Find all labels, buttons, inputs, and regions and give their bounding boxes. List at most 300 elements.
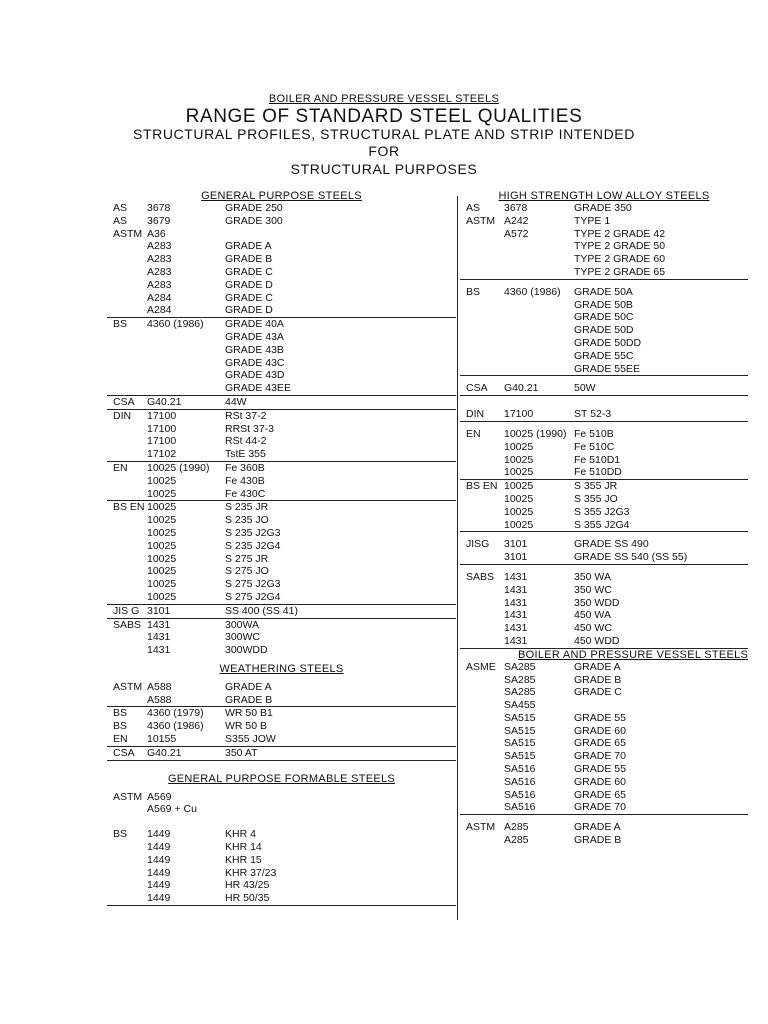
table-row — [107, 605, 456, 618]
formable-title: GENERAL PURPOSE FORMABLE STEELS — [167, 772, 396, 785]
standard-body — [107, 803, 147, 816]
hsla-title: HIGH STRENGTH LOW ALLOY STEELS — [498, 190, 710, 202]
standard-number: SA515 — [504, 711, 536, 724]
standard-number: 17100 — [504, 408, 534, 421]
steel-grade: GRADE C — [225, 265, 273, 278]
steel-grade: Fe 510C — [574, 440, 615, 453]
standard-body: BS EN — [466, 480, 498, 493]
standard-number: 1431 — [147, 644, 171, 657]
table-row — [107, 382, 456, 395]
table-row — [107, 591, 456, 604]
standard-number: 10025 — [147, 539, 177, 552]
steel-grade: 350 WA — [574, 570, 611, 583]
standard-number: A285 — [504, 834, 529, 847]
left-column — [107, 190, 456, 906]
steel-grade: RSt 44-2 — [225, 435, 267, 448]
table-row — [460, 506, 748, 519]
table-row — [460, 834, 748, 847]
standard-body: BS — [466, 285, 481, 298]
standard-body — [460, 466, 504, 479]
right-bs-en-section — [460, 479, 748, 531]
steel-grade: 300WA — [225, 618, 260, 631]
table-row — [460, 493, 748, 506]
standard-number — [504, 253, 574, 266]
standard-body: EN — [113, 461, 128, 474]
standard-body — [460, 609, 504, 622]
steel-grade: RRSt 37-3 — [225, 422, 275, 435]
standard-number: 10025 — [147, 526, 177, 539]
standard-number: 1449 — [147, 879, 171, 892]
table-row — [107, 331, 456, 344]
standard-number: 17100 — [147, 409, 177, 422]
standard-body — [460, 674, 504, 687]
standard-body — [107, 292, 147, 305]
standard-body — [460, 737, 504, 750]
table-row — [107, 803, 456, 816]
steel-grade: GRADE 55 — [574, 711, 626, 724]
steel-grade: GRADE 65 — [574, 737, 626, 750]
standard-number: 1431 — [147, 618, 171, 631]
right-en-section — [460, 428, 748, 479]
en-section — [107, 461, 456, 500]
steel-grade: GRADE 50B — [574, 298, 633, 311]
standard-body — [107, 879, 147, 892]
steel-grade: GRADE C — [225, 291, 273, 304]
table-row — [460, 363, 748, 376]
weathering-astm-section — [107, 681, 456, 707]
standard-number: 10025 — [147, 590, 177, 603]
standard-body: ASTM — [113, 790, 143, 803]
weathering-csa-section — [107, 746, 456, 760]
standard-number: G40.21 — [504, 382, 539, 395]
table-row — [107, 619, 456, 632]
steel-grade: GRADE 60 — [574, 775, 626, 788]
steel-grade: GRADE B — [574, 673, 622, 686]
standard-number: 1431 — [147, 631, 171, 644]
standard-body — [107, 240, 147, 253]
standard-body — [460, 506, 504, 519]
standard-number: 10025 — [504, 440, 534, 453]
steel-grade: S 275 JR — [225, 552, 269, 565]
steel-grade — [225, 791, 456, 804]
table-row — [107, 631, 456, 644]
table-row — [460, 821, 748, 834]
standard-body — [460, 240, 504, 253]
steel-grade: 450 WDD — [574, 634, 620, 647]
standard-number: 3678 — [504, 202, 528, 214]
standard-body — [107, 253, 147, 266]
standard-body — [460, 311, 504, 324]
steel-grade: S 235 J2G3 — [225, 526, 281, 539]
steel-grade: GRADE SS 540 (SS 55) — [574, 551, 688, 564]
table-row — [460, 215, 748, 228]
standard-number: SA516 — [504, 801, 536, 814]
standard-body — [107, 694, 147, 707]
standard-number: A588 — [147, 693, 172, 706]
steel-grade: GRADE D — [225, 278, 273, 291]
standard-number: A588 — [147, 680, 172, 693]
standard-number: 1431 — [504, 634, 528, 647]
table-row — [107, 540, 456, 553]
table-row — [107, 279, 456, 292]
standard-body — [107, 867, 147, 880]
right-csa-section — [460, 382, 748, 395]
table-row — [460, 789, 748, 802]
steel-grade: RSt 37-2 — [225, 409, 267, 422]
standard-body — [460, 266, 504, 279]
csa-section — [107, 395, 456, 409]
table-row — [460, 674, 748, 687]
standard-number: 10025 — [504, 466, 534, 479]
steel-grade: GRADE 55EE — [574, 362, 640, 375]
standard-number: SA515 — [504, 750, 536, 763]
steel-grade: GRADE B — [574, 834, 622, 847]
standard-body: DIN — [466, 408, 485, 421]
table-row — [107, 720, 456, 733]
standard-number — [504, 337, 574, 350]
standard-number: 1449 — [147, 828, 171, 841]
standard-number: 4360 (1979) — [147, 707, 204, 720]
standard-number: 1431 — [504, 570, 528, 583]
standard-body — [460, 350, 504, 363]
steel-grade: S 355 JO — [574, 492, 618, 505]
standard-number: SA515 — [504, 724, 536, 737]
steel-grade: Fe 510D1 — [574, 453, 621, 466]
steel-grade: GRADE B — [225, 253, 273, 266]
standard-number: A285 — [504, 821, 529, 834]
standard-number: 1431 — [504, 609, 528, 622]
steel-grade: 300WC — [225, 631, 261, 644]
standard-body — [460, 551, 504, 564]
standard-number: 1431 — [504, 622, 528, 635]
standard-body — [460, 454, 504, 467]
standard-body — [460, 441, 504, 454]
standard-number: 3101 — [504, 551, 528, 564]
steel-grade: GRADE SS 490 — [574, 538, 649, 551]
standard-number: 4360 (1986) — [147, 720, 204, 733]
table-row — [460, 266, 748, 279]
standard-body — [460, 834, 504, 847]
steel-grade: ST 52-3 — [574, 408, 612, 421]
table-row — [460, 202, 748, 215]
standard-body — [460, 801, 504, 814]
table-row — [107, 462, 456, 475]
standard-body — [460, 750, 504, 763]
standard-body — [460, 699, 504, 712]
table-row — [107, 791, 456, 804]
steel-grade: S 275 J2G3 — [225, 578, 281, 591]
standard-number: 10025 (1990) — [147, 461, 210, 474]
weathering-title: WEATHERING STEELS — [219, 662, 344, 675]
steel-grade: GRADE 60 — [574, 724, 626, 737]
steel-grade: WR 50 B1 — [225, 707, 273, 720]
standard-body: ASTM — [113, 680, 143, 693]
steel-grade: GRADE A — [225, 240, 272, 253]
right-astm-section — [460, 821, 748, 847]
steel-grade: KHR 14 — [225, 841, 262, 854]
standard-body — [107, 514, 147, 527]
table-row — [107, 867, 456, 880]
standard-body — [460, 299, 504, 312]
table-row — [460, 299, 748, 312]
boiler-section — [460, 661, 748, 815]
table-row — [107, 828, 456, 841]
standard-body — [107, 591, 147, 604]
steel-grade: TYPE 2 GRADE 65 — [574, 265, 666, 278]
steel-grade — [225, 228, 456, 241]
table-row — [107, 644, 456, 657]
table-row — [107, 318, 456, 331]
steel-grade: S 235 J2G4 — [225, 539, 281, 552]
steel-grade — [225, 803, 456, 816]
standard-body — [460, 635, 504, 648]
table-row — [107, 448, 456, 461]
bs-en-section — [107, 500, 456, 603]
table-row — [460, 622, 748, 635]
standard-number: 10155 — [147, 733, 177, 746]
table-row — [460, 337, 748, 350]
table-row — [460, 454, 748, 467]
table-row — [107, 423, 456, 436]
sabs-section — [107, 618, 456, 657]
standard-body — [460, 622, 504, 635]
table-row — [460, 466, 748, 479]
table-row — [107, 879, 456, 892]
standard-body — [107, 357, 147, 370]
table-row — [107, 253, 456, 266]
table-row — [460, 737, 748, 750]
table-row — [460, 240, 748, 253]
din-section — [107, 409, 456, 461]
table-row — [107, 475, 456, 488]
standard-body: DIN — [113, 409, 132, 422]
standard-body: EN — [113, 733, 128, 746]
table-row — [460, 228, 748, 241]
table-row — [460, 801, 748, 814]
standard-number — [504, 324, 574, 337]
table-row — [460, 519, 748, 532]
steel-grade: TYPE 1 — [574, 214, 611, 227]
weathering-bs-section — [107, 706, 456, 745]
standard-body — [107, 892, 147, 905]
table-row — [107, 841, 456, 854]
standard-body: SABS — [113, 618, 142, 631]
standard-number: SA516 — [504, 763, 536, 776]
steel-grade: S 235 JR — [225, 501, 269, 514]
steel-grade: GRADE 50A — [574, 285, 633, 298]
steel-grade: GRADE A — [225, 680, 272, 693]
steel-grade: GRADE 50C — [574, 311, 634, 324]
steel-grade: GRADE B — [225, 693, 273, 706]
standard-body — [107, 578, 147, 591]
standard-body — [460, 324, 504, 337]
table-row — [107, 747, 456, 760]
standard-body — [107, 565, 147, 578]
bs-section — [107, 317, 456, 395]
standard-body — [460, 686, 504, 699]
steel-grade: GRADE 43D — [225, 369, 285, 382]
standard-body: JIS G — [113, 604, 140, 617]
steel-grade: WR 50 B — [225, 720, 268, 733]
standard-body — [107, 540, 147, 553]
steel-grade: GRADE 250 — [225, 202, 283, 214]
standard-body — [107, 448, 147, 461]
table-row — [107, 202, 456, 215]
standard-body — [107, 279, 147, 292]
steel-grade: Fe 510B — [574, 427, 614, 440]
standard-number: 1431 — [504, 583, 528, 596]
standard-number: A283 — [147, 253, 172, 266]
subtitle-line-3: STRUCTURAL PURPOSES — [290, 161, 478, 177]
standard-number: 3101 — [147, 604, 171, 617]
steel-grade: S 355 JR — [574, 480, 618, 493]
table-row — [460, 661, 748, 674]
table-row — [107, 304, 456, 317]
steel-grade: KHR 37/23 — [225, 866, 277, 879]
table-row — [460, 441, 748, 454]
standard-body — [107, 475, 147, 488]
standard-body — [107, 304, 147, 317]
right-sabs-section — [460, 571, 748, 648]
steel-grade: S 275 JO — [225, 565, 269, 578]
standard-number: 3101 — [504, 538, 528, 551]
standard-body — [107, 435, 147, 448]
table-row — [460, 551, 748, 564]
standard-body: CSA — [113, 746, 135, 759]
table-row — [460, 776, 748, 789]
standard-number — [504, 311, 574, 324]
standard-body — [107, 488, 147, 501]
standard-number: SA515 — [504, 737, 536, 750]
standard-number: SA285 — [504, 686, 536, 699]
right-column — [460, 190, 748, 847]
table-row — [107, 501, 456, 514]
table-row — [460, 597, 748, 610]
standard-body: SABS — [466, 570, 495, 583]
standard-number: A284 — [147, 291, 172, 304]
steel-grade: GRADE 350 — [574, 202, 632, 214]
steel-grade: GRADE 55C — [574, 349, 634, 362]
table-row — [107, 681, 456, 694]
standard-body: AS — [113, 202, 128, 214]
standard-body — [107, 644, 147, 657]
standard-number: 10025 — [147, 487, 177, 500]
steel-grade: GRADE 43B — [225, 343, 284, 356]
steel-grade: S 275 J2G4 — [225, 590, 281, 603]
standard-body: ASTM — [466, 821, 496, 834]
steel-grade: S 355 J2G3 — [574, 505, 630, 518]
subtitle-line-2: FOR — [368, 143, 400, 159]
steel-grade: GRADE 65 — [574, 788, 626, 801]
steel-grade: 350 AT — [225, 746, 258, 759]
steel-grade: TYPE 2 GRADE 50 — [574, 240, 666, 253]
steel-grade: GRADE 300 — [225, 214, 283, 227]
standard-body: ASTM — [466, 214, 496, 227]
steel-grade: 350 WC — [574, 583, 612, 596]
standard-number: 1449 — [147, 853, 171, 866]
steel-grade: 450 WC — [574, 622, 612, 635]
right-din-section — [460, 408, 748, 421]
table-row — [107, 694, 456, 707]
table-row — [107, 396, 456, 409]
right-bs-section — [460, 286, 748, 376]
standard-body — [460, 228, 504, 241]
table-row — [460, 350, 748, 363]
standard-body — [460, 363, 504, 376]
standard-number: 3679 — [147, 214, 171, 227]
standard-number: 10025 — [147, 474, 177, 487]
jis-g-section — [107, 604, 456, 618]
standard-number: SA285 — [504, 660, 536, 673]
steel-grade: GRADE 55 — [574, 763, 626, 776]
standard-body — [107, 423, 147, 436]
steel-grade: GRADE A — [574, 821, 621, 834]
standard-number: SA516 — [504, 775, 536, 788]
steel-grade: GRADE 50D — [574, 324, 634, 337]
standard-number: 10025 (1990) — [504, 427, 567, 440]
standard-number: 3678 — [147, 202, 171, 214]
table-row — [107, 215, 456, 228]
standard-number: 10025 — [147, 578, 177, 591]
steel-grade: 44W — [225, 395, 247, 408]
standard-number: 1449 — [147, 866, 171, 879]
table-row — [460, 538, 748, 551]
table-row — [107, 892, 456, 905]
standard-body — [460, 776, 504, 789]
standard-number — [504, 240, 574, 253]
steel-grade: S 355 J2G4 — [574, 518, 630, 531]
standard-body: CSA — [466, 382, 488, 395]
table-row — [460, 324, 748, 337]
steel-grade: GRADE 70 — [574, 801, 626, 814]
standard-number: 4360 (1986) — [504, 285, 561, 298]
table-row — [107, 292, 456, 305]
table-row — [107, 854, 456, 867]
steel-grade: HR 43/25 — [225, 879, 270, 892]
standard-number: A284 — [147, 304, 172, 317]
steel-grade: KHR 15 — [225, 853, 262, 866]
standard-body — [460, 493, 504, 506]
steel-grade: 50W — [574, 382, 596, 395]
table-row — [107, 488, 456, 501]
steel-grade: SS 400 (SS 41) — [225, 604, 298, 617]
standard-number: 17102 — [147, 448, 177, 461]
column-divider — [457, 196, 458, 920]
table-row — [460, 571, 748, 584]
general-purpose-section — [107, 202, 456, 317]
standard-number — [504, 266, 574, 279]
standard-body — [460, 712, 504, 725]
standard-body — [460, 763, 504, 776]
steel-grade: Fe 510DD — [574, 466, 622, 479]
standard-body — [460, 337, 504, 350]
standard-body — [107, 527, 147, 540]
standard-number: 10025 — [504, 453, 534, 466]
steel-grade: TstE 355 — [225, 448, 266, 461]
steel-grade: KHR 4 — [225, 828, 256, 841]
standard-number: A572 — [504, 227, 529, 240]
table-row — [107, 240, 456, 253]
standard-body — [107, 631, 147, 644]
table-row — [460, 725, 748, 738]
standard-number: G40.21 — [147, 395, 182, 408]
table-row — [107, 565, 456, 578]
standard-number: 10025 — [504, 518, 534, 531]
table-row — [460, 311, 748, 324]
table-row — [460, 408, 748, 421]
standard-number: A242 — [504, 214, 529, 227]
top-label: BOILER AND PRESSURE VESSEL STEELS — [268, 93, 500, 105]
